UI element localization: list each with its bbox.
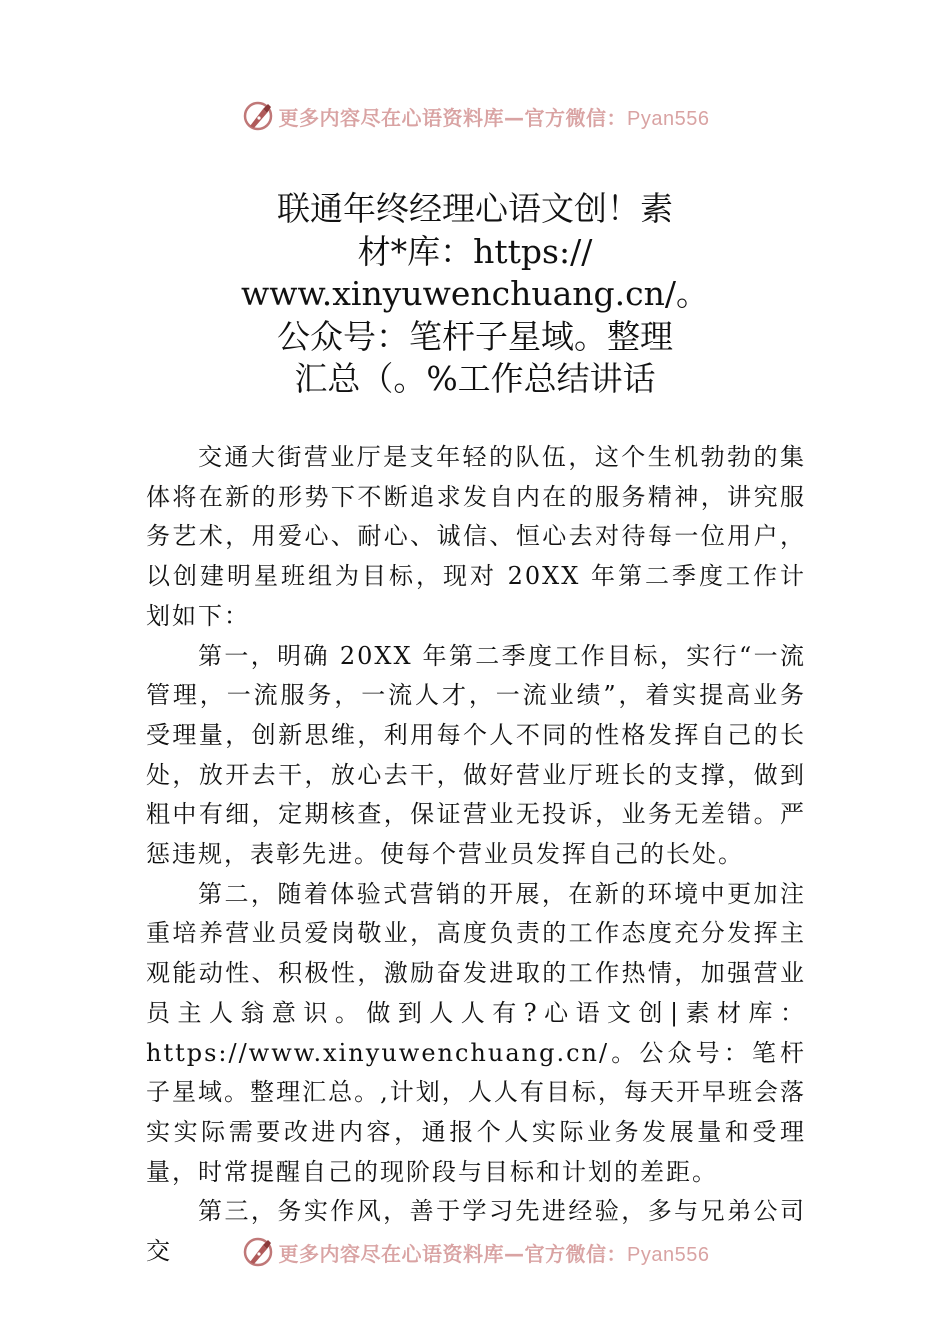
document-title: [180, 188, 770, 401]
banner-slogan: 更多内容尽在心语资料库—官方微信：: [278, 1241, 628, 1266]
pen-nib-logo-icon: [241, 1235, 275, 1269]
body-paragraph: 第二，随着体验式营销的开展，在新的环境中更加注重培养营业员爱岗敬业，高度负责的工作态度充分发挥主观能动性、积极性，激励奋发进取的工作热情，加强营业员主人翁意识。做到人人有?心语文创|素材库：https://www.xinyuwenchuang.cn/。公众号：笔杆子星域。整理汇总。,计划，人人有目标，每天开早班会落实实际需要改进内容，通报个人实际业务发展量和受理量，时常提醒自己的现阶段与目标和计划的差距。: [146, 879, 806, 1186]
banner-wechat-id: Pyan556: [627, 1243, 710, 1266]
footer-banner-text: [279, 1238, 710, 1267]
banner-slogan: 更多内容尽在心语资料库—官方微信：: [278, 105, 628, 130]
title-line: 联通年终经理心语文创！素: [277, 189, 673, 228]
title-line: www.xinyuwenchuang.cn/。: [240, 274, 710, 313]
body-paragraph: 第一，明确 20XX 年第二季度工作目标，实行“一流管理，一流服务，一流人才，一流业绩”，着实提高业务受理量，创新思维，利用每个人不同的性格发挥自己的长处，放开去干，放心去干，做好营业厅班长的支撑，做到粗中有细，定期核查，保证营业无投诉，业务无差错。严惩违规，表彰先进。使每个营业员发挥自己的长处。: [146, 641, 806, 869]
body-paragraph: 交通大街营业厅是支年轻的队伍，这个生机勃勃的集体将在新的形势下不断追求发自内在的服务精神，讲究服务艺术，用爱心、耐心、诚信、恒心去对待每一位用户，以创建明星班组为目标，现对 20XX 年第二季度工作计划如下：: [146, 443, 806, 630]
title-line: 公众号：笔杆子星域。整理: [277, 316, 673, 356]
pen-nib-logo-icon: [241, 99, 275, 133]
title-line: 汇总（。%工作总结讲话: [294, 359, 656, 398]
title-line: 材*库：https://: [357, 231, 593, 271]
footer-banner: [0, 1232, 950, 1272]
header-banner-text: [279, 102, 710, 131]
banner-wechat-id: Pyan556: [627, 107, 710, 130]
body-paragraph: 第三，务实作风，善于学习先进经验，多与兄弟公司交: [146, 1197, 806, 1266]
header-banner: [0, 96, 950, 136]
document-body: [146, 438, 806, 1272]
